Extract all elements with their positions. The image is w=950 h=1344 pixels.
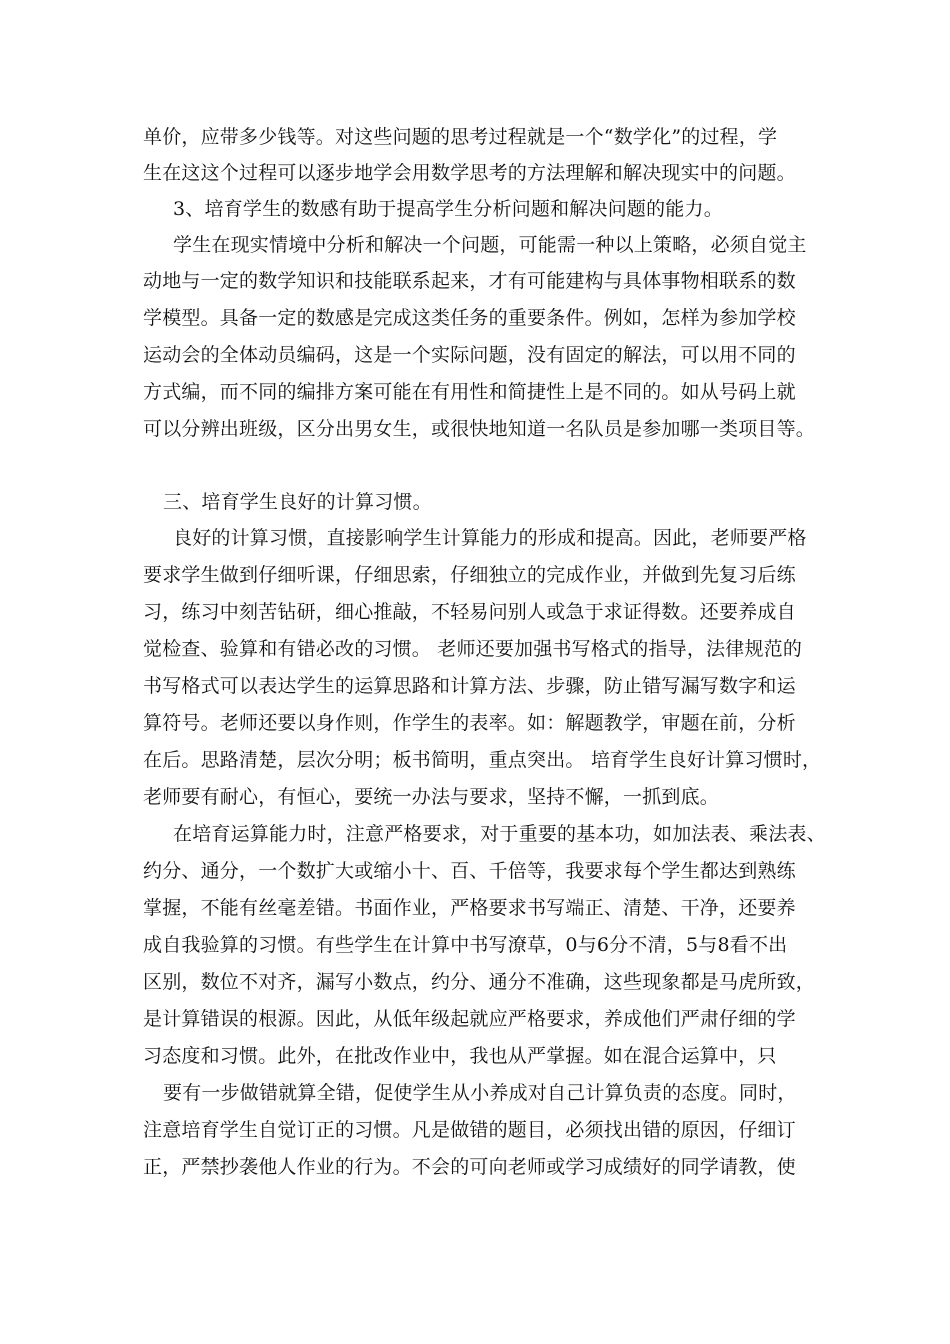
- text-line: 方式编，而不同的编排方案可能在有用性和简捷性上是不同的。如从号码上就: [143, 381, 796, 403]
- text-line: 生在这这个过程可以逐步地学会用数学思考的方法理解和解决现实中的问题。: [143, 162, 796, 184]
- text-line: 在培育运算能力时，注意严格要求，对于重要的基本功，如加法表、乘法表、: [173, 823, 826, 845]
- text-line: 书写格式可以表达学生的运算思路和计算方法、步骤，防止错写漏写数字和运: [143, 675, 796, 697]
- text-line: 良好的计算习惯，直接影响学生计算能力的形成和提高。因此，老师要严格: [173, 527, 807, 549]
- text-line: 可以分辨出班级，区分出男女生，或很快地知道一名队员是参加哪一类项目等。: [143, 418, 816, 440]
- text-line: 是计算错误的根源。因此，从低年级起就应严格要求，养成他们严肃仔细的学: [143, 1008, 796, 1030]
- text-line: 学模型。具备一定的数感是完成这类任务的重要条件。例如，怎样为参加学校: [143, 307, 796, 329]
- text-line: 老师要有耐心，有恒心，要统一办法与要求，坚持不懈，一抓到底。: [143, 786, 720, 808]
- text-line: 约分、通分，一个数扩大或缩小十、百、千倍等，我要求每个学生都达到熟练: [143, 860, 796, 882]
- text-line: 动地与一定的数学知识和技能联系起来，才有可能建构与具体事物相联系的数: [143, 270, 796, 292]
- text-line: 注意培育学生自觉订正的习惯。凡是做错的题目，必须找出错的原因，仔细订: [143, 1119, 796, 1141]
- text-line: 在后。思路清楚，层次分明；板书简明，重点突出。 培育学生良好计算习惯时，: [143, 749, 822, 771]
- text-line: 成自我验算的习惯。有些学生在计算中书写潦草，0与6分不清，5与8看不出: [143, 934, 788, 956]
- text-line: 掌握，不能有丝毫差错。书面作业，严格要求书写端正、清楚、干净，还要养: [143, 897, 796, 919]
- section-heading: 3、培育学生的数感有助于提高学生分析问题和解决问题的能力。: [173, 198, 723, 220]
- chapter-heading: 三、培育学生良好的计算习惯。: [163, 491, 432, 513]
- text-line: 觉检查、验算和有错必改的习惯。 老师还要加强书写格式的指导，法律规范的: [143, 638, 803, 660]
- text-line: 习，练习中刻苦钻研，细心推敲，不轻易问别人或急于求证得数。还要养成自: [143, 601, 796, 623]
- text-line: 学生在现实情境中分析和解决一个问题，可能需一种以上策略，必须自觉主: [173, 234, 807, 256]
- text-line: 算符号。老师还要以身作则，作学生的表率。如：解题教学，审题在前，分析: [143, 712, 796, 734]
- text-line: 区别，数位不对齐，漏写小数点，约分、通分不准确，这些现象都是马虎所致，: [143, 971, 816, 993]
- text-line: 要求学生做到仔细听课，仔细思索，仔细独立的完成作业，并做到先复习后练: [143, 564, 796, 586]
- text-line: 习态度和习惯。此外，在批改作业中，我也从严掌握。如在混合运算中，只: [143, 1045, 777, 1067]
- text-line: 正，严禁抄袭他人作业的行为。不会的可向老师或学习成绩好的同学请教，使: [143, 1156, 796, 1178]
- text-line: 运动会的全体动员编码，这是一个实际问题，没有固定的解法，可以用不同的: [143, 344, 796, 366]
- text-line: 要有一步做错就算全错，促使学生从小养成对自己计算负责的态度。同时，: [163, 1082, 797, 1104]
- text-line: 单价，应带多少钱等。对这些问题的思考过程就是一个“数学化”的过程，学: [143, 126, 778, 148]
